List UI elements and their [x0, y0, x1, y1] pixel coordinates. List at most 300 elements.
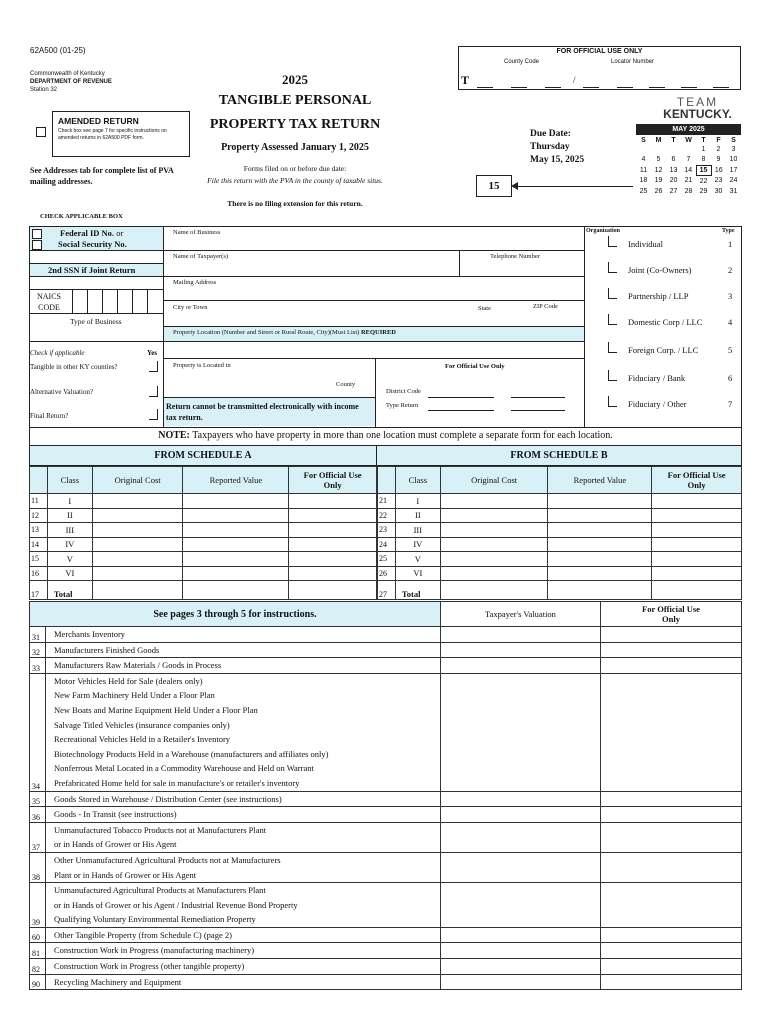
sched-line-number: 27	[378, 581, 396, 600]
sched-line-number: 17	[30, 581, 48, 600]
amended-box	[52, 111, 190, 157]
lines-instructions: See pages 3 through 5 for instructions.	[30, 602, 441, 627]
sched-a-value-header: Reported Value	[183, 467, 289, 494]
line-number: 82	[30, 959, 46, 975]
fed-id-label	[60, 228, 123, 238]
org-label: Fiduciary / Other	[628, 399, 687, 409]
line-text: New Boats and Marine Equipment Held Under a Floor Plan	[54, 704, 258, 715]
agency-line2: DEPARTMENT OF REVENUE	[30, 79, 112, 85]
calendar-day: 12	[654, 166, 663, 174]
taxpayer-valuation-input[interactable]	[441, 943, 601, 959]
line-number: 60	[30, 927, 46, 943]
taxpayer-valuation-input[interactable]	[441, 883, 601, 928]
sched-a-official-header: For Official Use Only	[289, 467, 377, 494]
line-text: Salvage Titled Vehicles (insurance companies only)	[54, 719, 230, 730]
official-use-cell	[289, 581, 377, 600]
official-use-cell	[652, 566, 742, 581]
sched-class: VI	[47, 566, 92, 581]
logo-line1: TEAM	[676, 95, 719, 109]
sched-class: III	[47, 523, 92, 538]
sched-a-cost-header: Original Cost	[92, 467, 183, 494]
tangible-other-checkbox[interactable]	[149, 361, 158, 372]
original-cost-input[interactable]	[92, 581, 183, 600]
property-location-text: Property Location (Number and Street or Rural Route, City)(Must List)	[173, 329, 360, 336]
official-use-cell	[601, 822, 742, 852]
calendar-day-header: M	[655, 137, 662, 144]
sched-line-number: 16	[30, 566, 48, 581]
taxpayer-name-label: Name of Taxpayer(s)	[173, 253, 229, 260]
calendar-due-day: 15	[696, 165, 711, 176]
original-cost-input[interactable]	[440, 552, 548, 567]
county-code-label: County Code	[504, 59, 540, 65]
sched-line-number: 25	[378, 552, 396, 567]
line-text: Unmanufactured Tobacco Products not at Manufacturers Plant	[54, 824, 267, 835]
line-description	[46, 627, 441, 643]
org-checkbox[interactable]	[608, 314, 617, 325]
due-day-box: 15	[476, 175, 512, 197]
amended-note: Check box see page 7 for specific instructions on amended returns in 62A500 PDF form.	[58, 128, 167, 141]
org-label: Joint (Co-Owners)	[628, 265, 692, 275]
sched-class: II	[395, 508, 440, 523]
line-number: 32	[30, 642, 46, 658]
line-number: 31	[30, 627, 46, 643]
sched-line-number: 22	[378, 508, 396, 523]
line-description	[46, 807, 441, 823]
line-text: Goods Stored in Warehouse / Distribution Center (see instructions)	[54, 793, 282, 804]
agency-line1: Commonwealth of Kentucky	[30, 71, 105, 77]
calendar-day: 25	[639, 187, 648, 195]
org-type: 1	[728, 239, 733, 249]
line-description	[46, 852, 441, 882]
reported-value-input[interactable]	[183, 523, 289, 538]
calendar-day: 31	[729, 187, 738, 195]
sched-class: Total	[395, 581, 440, 600]
line-text: or in Hands of Grower or His Agent	[54, 839, 177, 850]
official-use-cell	[601, 943, 742, 959]
official-use-cell	[652, 581, 742, 600]
sched-b-official-header: For Official Use Only	[652, 467, 742, 494]
check-tangible-other: Tangible in other KY counties?	[30, 363, 118, 371]
calendar-day: 20	[669, 177, 678, 185]
line-description	[46, 658, 441, 674]
no-transmit-note: Return cannot be transmitted electronically with income tax return.	[166, 402, 359, 422]
reported-value-input[interactable]	[548, 523, 652, 538]
official-use-cell	[289, 523, 377, 538]
sched-class: V	[395, 552, 440, 567]
agency-line3: Station 32	[30, 87, 58, 93]
final-return-checkbox[interactable]	[149, 409, 158, 420]
calendar-day: 6	[671, 156, 676, 164]
line-number: 33	[30, 658, 46, 674]
reported-value-input[interactable]	[548, 494, 652, 509]
schedule-a-title: FROM SCHEDULE A	[29, 446, 377, 466]
line-text: Other Unmanufactured Agricultural Products not at Manufacturers	[54, 854, 281, 865]
official-use-cell	[601, 673, 742, 791]
alt-valuation-checkbox[interactable]	[149, 386, 158, 397]
taxpayer-valuation-input[interactable]	[441, 658, 601, 674]
original-cost-input[interactable]	[440, 566, 548, 581]
ssn2-label: 2nd SSN if Joint Return	[48, 265, 136, 275]
taxpayer-valuation-input[interactable]	[441, 852, 601, 882]
line-text: Recycling Machinery and Equipment	[54, 976, 182, 987]
property-location-label	[173, 329, 396, 336]
mailing-label: Mailing Address	[173, 279, 217, 286]
original-cost-input[interactable]	[92, 494, 183, 509]
taxpayer-valuation-input[interactable]	[441, 807, 601, 823]
due-date: May 15, 2025	[530, 155, 585, 165]
ssn-label: Social Security No.	[58, 239, 127, 249]
fed-id-text: Federal ID No.	[60, 228, 115, 238]
original-cost-input[interactable]	[440, 494, 548, 509]
line-text: Other Tangible Property (from Schedule C) (page 2)	[54, 929, 232, 940]
line-number: 37	[30, 822, 46, 852]
calendar-day: 1	[701, 145, 706, 153]
calendar-day: 27	[669, 187, 678, 195]
naics-label	[37, 291, 61, 313]
reported-value-input[interactable]	[548, 552, 652, 567]
sched-b-cost-header: Original Cost	[440, 467, 548, 494]
taxpayer-valuation-input[interactable]	[441, 791, 601, 807]
addresses-note: See Addresses tab for complete list of PVA mailing addresses.	[30, 166, 174, 186]
naics-code-boxes[interactable]	[72, 289, 163, 313]
calendar-day: 24	[729, 177, 738, 185]
sched-line-number: 24	[378, 537, 396, 552]
line-number: 34	[30, 673, 46, 791]
official-title: FOR OFFICIAL USE ONLY	[556, 48, 643, 55]
sched-class: IV	[47, 537, 92, 552]
check-alt-valuation: Alternative Valuation?	[30, 388, 94, 396]
line-description	[46, 943, 441, 959]
or-text: or	[116, 228, 124, 238]
org-checkbox[interactable]	[608, 262, 617, 273]
sched-b-class-header: Class	[395, 467, 440, 494]
sched-a-class-header: Class	[47, 467, 92, 494]
line-text: Recreational Vehicles Held in a Retailer's Inventory	[54, 734, 231, 745]
taxpayer-valuation-header: Taxpayer's Valuation	[441, 602, 601, 627]
agency-block	[30, 70, 112, 94]
taxpayer-valuation-input[interactable]	[441, 959, 601, 975]
sched-line-number: 12	[30, 508, 48, 523]
org-label: Partnership / LLP	[628, 291, 689, 301]
calendar-day: 19	[654, 177, 663, 185]
sched-line-number: 14	[30, 537, 48, 552]
reported-value-input[interactable]	[183, 581, 289, 600]
type-business-label: Type of Business	[70, 317, 122, 326]
calendar-day-header: S	[731, 137, 736, 144]
line-number: 35	[30, 791, 46, 807]
line-text: Unmanufactured Agricultural Products at Manufacturers Plant	[54, 885, 266, 896]
state-label: State	[478, 305, 491, 312]
calendar-day-header: T	[701, 137, 706, 144]
calendar-day: 28	[684, 187, 693, 195]
team-kentucky-logo	[655, 97, 740, 120]
calendar-day: 8	[701, 156, 706, 163]
line-text: or in Hands of Grower or his Agent / Industrial Revenue Bond Property	[54, 899, 298, 910]
calendar-day: 22	[699, 177, 708, 185]
taxpayer-valuation-input[interactable]	[441, 642, 601, 658]
calendar-grid	[636, 137, 741, 197]
sched-class: III	[395, 523, 440, 538]
sched-line-number: 13	[30, 523, 48, 538]
official-use-cell	[289, 537, 377, 552]
official-use-cell	[289, 508, 377, 523]
sched-class: V	[47, 552, 92, 567]
official-use-header: For Official Use Only	[601, 602, 742, 627]
code-text: CODE	[38, 303, 60, 312]
calendar-day-header: S	[641, 137, 646, 144]
sched-line-number: 26	[378, 566, 396, 581]
sched-class: IV	[395, 537, 440, 552]
org-type: 4	[728, 317, 733, 327]
sched-class: Total	[47, 581, 92, 600]
calendar-day: 7	[686, 156, 691, 164]
telephone-label: Telephone Number	[490, 253, 540, 260]
official-use-cell	[652, 552, 742, 567]
calendar-day	[651, 144, 666, 155]
type-return-label: Type Return	[386, 402, 419, 409]
business-name-label: Name of Business	[173, 229, 221, 236]
official-use-cell	[601, 974, 742, 990]
arrow-head-icon	[511, 182, 518, 190]
original-cost-input[interactable]	[92, 523, 183, 538]
title-line2: PROPERTY TAX RETURN	[209, 117, 381, 132]
organization-label: Organization	[586, 228, 620, 234]
line-text: Prefabricated Home held for sale in manufacture's or retailer's inventory	[54, 777, 300, 788]
original-cost-input[interactable]	[92, 566, 183, 581]
calendar-day: 23	[714, 177, 723, 185]
note-row	[29, 427, 742, 446]
calendar-day	[681, 144, 696, 155]
reported-value-input[interactable]	[183, 508, 289, 523]
line-text: Construction Work in Progress (other tangible property)	[54, 961, 245, 972]
calendar-day: 16	[714, 166, 723, 174]
line-number: 81	[30, 943, 46, 959]
check-if-applicable: Check if applicable	[30, 349, 85, 357]
line-description	[46, 974, 441, 990]
schedule-b-table	[377, 466, 742, 600]
form-id: 62A500 (01-25)	[30, 46, 86, 55]
line-description	[46, 673, 441, 791]
org-label: Individual	[628, 239, 663, 249]
taxpayer-valuation-input[interactable]	[441, 673, 601, 791]
calendar-day-header: W	[685, 137, 692, 144]
due-label: Due Date:	[530, 129, 571, 139]
official-use-cell	[652, 523, 742, 538]
official-use-cell	[601, 642, 742, 658]
line-text: Construction Work in Progress (manufacturing machinery)	[54, 945, 255, 956]
official-use-box	[458, 46, 741, 90]
due-date-block	[530, 128, 584, 167]
line-number: 36	[30, 807, 46, 823]
org-type: 7	[728, 399, 733, 409]
line-text: Manufacturers Finished Goods	[54, 644, 160, 655]
calendar-day: 4	[641, 156, 646, 164]
calendar-day: 13	[669, 166, 678, 174]
note-text: Taxpayers who have property in more than one location must complete a separate form for each location.	[192, 430, 613, 441]
check-final-return: Final Return?	[30, 412, 69, 420]
line-text: Qualifying Voluntary Environmental Remediation Property	[54, 914, 256, 925]
official-use-cell	[289, 494, 377, 509]
org-type: 3	[728, 291, 733, 301]
schedule-b-title: FROM SCHEDULE B	[377, 446, 742, 466]
line-description	[46, 959, 441, 975]
reported-value-input[interactable]	[183, 494, 289, 509]
yes-label: Yes	[147, 349, 158, 357]
taxpayer-valuation-input[interactable]	[441, 627, 601, 643]
district-code-label: District Code	[386, 388, 421, 395]
title-line1: TANGIBLE PERSONAL	[218, 93, 372, 108]
calendar-day-header: T	[671, 137, 676, 144]
official-use-cell	[601, 791, 742, 807]
schedule-a-table	[29, 466, 377, 600]
calendar-day: 18	[639, 177, 648, 185]
assessed-date: Property Assessed January 1, 2025	[221, 142, 369, 153]
calendar-day: 2	[716, 145, 721, 153]
taxpayer-valuation-input[interactable]	[441, 927, 601, 943]
original-cost-input[interactable]	[92, 552, 183, 567]
zip-label: ZIP Code	[533, 303, 558, 310]
line-number: 90	[30, 974, 46, 990]
reported-value-input[interactable]	[183, 566, 289, 581]
official-use-cell	[601, 627, 742, 643]
original-cost-input[interactable]	[92, 537, 183, 552]
official-use-cell	[601, 959, 742, 975]
no-extension-note: There is no filing extension for this return.	[227, 199, 363, 208]
located-in-label: Property is Located in	[173, 362, 231, 369]
locator-label: Locator Number	[611, 59, 655, 65]
calendar-day: 21	[684, 177, 693, 185]
property-lines-table	[29, 601, 742, 990]
original-cost-input[interactable]	[440, 537, 548, 552]
calendar	[636, 124, 741, 197]
sched-line-number: 11	[30, 494, 48, 509]
calendar-day: 17	[729, 166, 738, 174]
calendar-day: 14	[684, 166, 693, 174]
reported-value-input[interactable]	[183, 537, 289, 552]
official-use-cell	[601, 927, 742, 943]
line-description	[46, 927, 441, 943]
form-year: 2025	[282, 72, 308, 87]
sched-line-number: 23	[378, 523, 396, 538]
org-type: 5	[728, 345, 733, 355]
arrow-line	[513, 186, 633, 187]
line-description	[46, 791, 441, 807]
official-use-cell	[652, 537, 742, 552]
calendar-day: 3	[731, 145, 736, 153]
calendar-day: 11	[639, 166, 648, 174]
naics-text: NAICS	[37, 292, 62, 301]
official-use-label: For Official Use Only	[445, 363, 505, 370]
sched-b-value-header: Reported Value	[548, 467, 652, 494]
original-cost-input[interactable]	[440, 523, 548, 538]
official-use-cell	[601, 852, 742, 882]
org-checkbox[interactable]	[608, 288, 617, 299]
org-checkbox[interactable]	[608, 370, 617, 381]
calendar-day: 5	[656, 156, 661, 164]
org-type: 2	[728, 265, 733, 275]
calendar-day: 30	[714, 187, 723, 195]
calendar-day-header: F	[716, 137, 721, 144]
sched-class: I	[47, 494, 92, 509]
sched-line-number: 15	[30, 552, 48, 567]
reported-value-input[interactable]	[548, 566, 652, 581]
line-text: Nonferrous Metal Located in a Commodity Warehouse and Held on Warrant	[54, 763, 314, 774]
line-text: New Farm Machinery Held Under a Floor Plan	[54, 690, 215, 701]
org-checkbox[interactable]	[608, 396, 617, 407]
check-applicable-label: CHECK APPLICABLE BOX	[40, 213, 123, 220]
org-label: Domestic Corp / LLC	[628, 317, 703, 327]
required-text: REQUIRED	[360, 329, 396, 336]
line-number: 38	[30, 852, 46, 882]
slash: /	[573, 75, 576, 85]
reported-value-input[interactable]	[548, 537, 652, 552]
official-use-cell	[289, 552, 377, 567]
calendar-day	[636, 144, 651, 155]
reported-value-input[interactable]	[548, 508, 652, 523]
logo-line2: KENTUCKY.	[663, 107, 732, 121]
county-label: County	[336, 381, 356, 388]
line-text: Merchants Inventory	[54, 629, 126, 639]
official-use-cell	[601, 807, 742, 823]
sched-class: VI	[395, 566, 440, 581]
org-checkbox[interactable]	[608, 236, 617, 247]
line-text: Motor Vehicles Held for Sale (dealers only)	[54, 675, 203, 686]
line-description	[46, 822, 441, 852]
line-description	[46, 883, 441, 928]
t-label: T	[461, 73, 470, 87]
official-use-cell	[601, 658, 742, 674]
original-cost-input[interactable]	[440, 508, 548, 523]
line-text: Manufacturers Raw Materials / Goods in Process	[54, 660, 222, 671]
calendar-month: MAY 2025	[636, 124, 741, 135]
line-text: Plant or in Hands of Grower or His Agent	[54, 869, 197, 880]
due-day: Thursday	[530, 142, 570, 152]
sched-class: II	[47, 508, 92, 523]
official-use-cell	[652, 508, 742, 523]
fed-id-checkbox[interactable]	[32, 229, 42, 239]
original-cost-input[interactable]	[440, 581, 548, 600]
calendar-day: 26	[654, 187, 663, 195]
official-use-cell	[289, 566, 377, 581]
taxpayer-valuation-input[interactable]	[441, 822, 601, 852]
line-text: Biotechnology Products Held in a Warehouse (manufacturers and affiliates only)	[54, 748, 329, 759]
calendar-day: 9	[716, 156, 721, 164]
city-label: City or Town	[173, 304, 208, 311]
ssn-checkbox[interactable]	[32, 240, 42, 250]
org-checkbox[interactable]	[608, 342, 617, 353]
sched-class: I	[395, 494, 440, 509]
type-label: Type	[722, 228, 735, 234]
calendar-day	[666, 144, 681, 155]
calendar-day: 29	[699, 187, 708, 195]
org-label: Fiduciary / Bank	[628, 373, 686, 383]
amended-checkbox[interactable]	[36, 127, 46, 137]
note-label: NOTE:	[158, 430, 190, 441]
reported-value-input[interactable]	[183, 552, 289, 567]
org-label: Foreign Corp. / LLC	[628, 345, 699, 355]
original-cost-input[interactable]	[92, 508, 183, 523]
line-number: 39	[30, 883, 46, 928]
calendar-day: 10	[729, 156, 738, 164]
reported-value-input[interactable]	[548, 581, 652, 600]
official-use-cell	[652, 494, 742, 509]
line-text: Goods - In Transit (see instructions)	[54, 809, 177, 820]
official-use-cell	[601, 883, 742, 928]
org-type: 6	[728, 373, 733, 383]
filed-line2: File this return with the PVA in the county of taxable situs.	[207, 176, 383, 185]
taxpayer-valuation-input[interactable]	[441, 974, 601, 990]
line-description	[46, 642, 441, 658]
